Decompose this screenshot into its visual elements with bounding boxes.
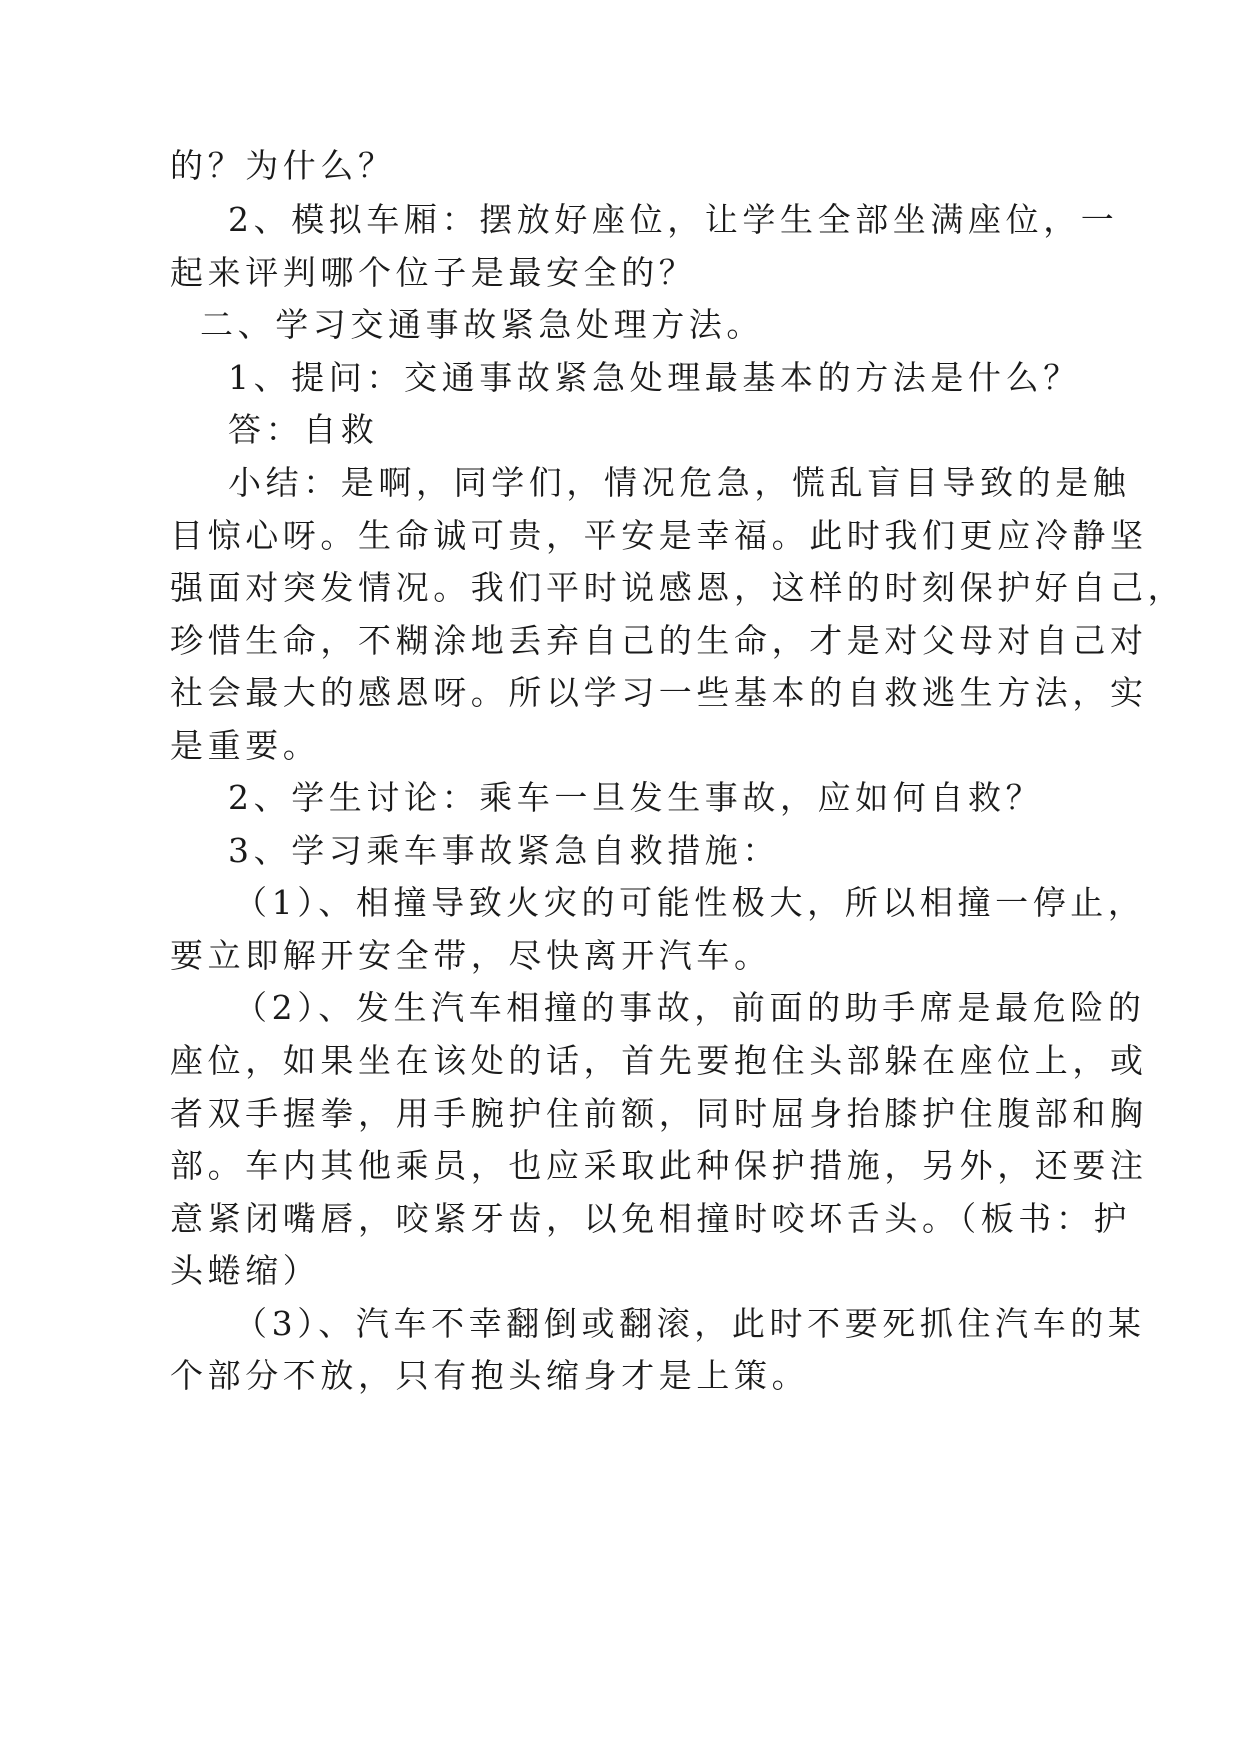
text-line: 部。车内其他乘员，也应采取此种保护措施，另外，还要注 [170,1146,1148,1185]
text-line: 2、学生讨论：乘车一旦发生事故，应如何自救？ [228,778,1044,817]
section-heading: 二、学习交通事故紧急处理方法。 [200,305,764,344]
text-line: 起来评判哪个位子是最安全的？ [170,253,697,292]
text-line: 珍惜生命，不糊涂地丢弃自己的生命，才是对父母对自己对 [170,621,1148,660]
text-line: 3、学习乘车事故紧急自救措施： [228,831,780,870]
text-line: 1、提问：交通事故紧急处理最基本的方法是什么？ [228,358,1081,397]
text-line: 意紧闭嘴唇，咬紧牙齿，以免相撞时咬坏舌头。（板书：护 [170,1199,1132,1238]
text-line: 是重要。 [170,726,321,765]
text-line: 头蜷缩） [170,1251,321,1290]
text-line: 要立即解开安全带，尽快离开汽车。 [170,936,772,975]
text-line: 社会最大的感恩呀。所以学习一些基本的自救逃生方法，实 [170,673,1148,712]
text-line: 强面对突发情况。我们平时说感恩，这样的时刻保护好自己， [170,568,1186,607]
text-line: 的？为什么？ [170,146,396,185]
text-line: 个部分不放，只有抱头缩身才是上策。 [170,1356,810,1395]
text-line: （2）、发生汽车相撞的事故，前面的助手席是最危险的 [234,988,1146,1027]
text-line: 目惊心呀。生命诚可贵，平安是幸福。此时我们更应冷静坚 [170,516,1148,555]
text-line: 2、模拟车厢：摆放好座位，让学生全部坐满座位，一 [228,200,1119,239]
text-line: 座位，如果坐在该处的话，首先要抱住头部躲在座位上，或 [170,1041,1148,1080]
text-line: 小结：是啊，同学们，情况危急，慌乱盲目导致的是触 [228,463,1131,502]
text-line: （1）、相撞导致火灾的可能性极大，所以相撞一停止， [234,883,1146,922]
text-line: 者双手握拳，用手腕护住前额，同时屈身抬膝护住腹部和胸 [170,1094,1148,1133]
text-line: （3）、汽车不幸翻倒或翻滚，此时不要死抓住汽车的某 [234,1304,1146,1343]
text-line: 答：自救 [228,410,379,449]
